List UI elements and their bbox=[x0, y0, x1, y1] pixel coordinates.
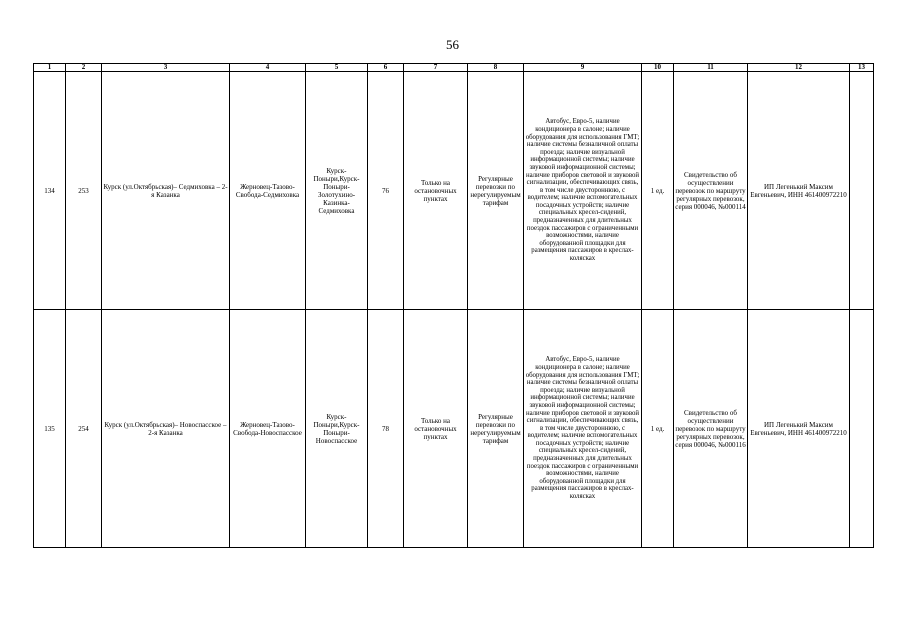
boarding-procedure: Только на остановочных пунктах bbox=[404, 72, 468, 310]
route-number: 254 bbox=[66, 310, 102, 548]
column-number: 8 bbox=[468, 64, 524, 72]
column-number: 9 bbox=[524, 64, 642, 72]
route-streets: Курск-Поныри,Курск-Поныри-Новоспасское bbox=[306, 310, 368, 548]
carrier: ИП Легенький Максим Евгеньевич, ИНН 461400972210 bbox=[748, 310, 850, 548]
column-number: 13 bbox=[850, 64, 874, 72]
vehicle-count: 1 ед. bbox=[642, 72, 674, 310]
transport-type: Регулярные перевозки по нерегулируемым тарифам bbox=[468, 310, 524, 548]
column-number: 4 bbox=[230, 64, 306, 72]
notes bbox=[850, 310, 874, 548]
notes bbox=[850, 72, 874, 310]
route-name: Курск (ул.Октябрьская)– Седмиховка – 2-я Казанка bbox=[102, 72, 230, 310]
certificate: Свидетельство об осуществлении перевозок по маршруту регулярных перевозок, серия 000046, №000114 bbox=[674, 72, 748, 310]
table-row bbox=[34, 72, 874, 310]
certificate: Свидетельство об осуществлении перевозок по маршруту регулярных перевозок, серия 000046, №000116 bbox=[674, 310, 748, 548]
route-number: 253 bbox=[66, 72, 102, 310]
intermediate-stops: Жерновец-Тазово-Свобода-Седмиховка bbox=[230, 72, 306, 310]
column-number: 1 bbox=[34, 64, 66, 72]
carrier: ИП Легенький Максим Евгеньевич, ИНН 461400972210 bbox=[748, 72, 850, 310]
boarding-procedure: Только на остановочных пунктах bbox=[404, 310, 468, 548]
route-length: 76 bbox=[368, 72, 404, 310]
route-name: Курск (ул.Октябрьская)– Новоспасское – 2-я Казанка bbox=[102, 310, 230, 548]
table-row bbox=[34, 310, 874, 548]
route-streets: Курск-Поныри,Курск-Поныри-Золотухино-Казинка-Седмиховка bbox=[306, 72, 368, 310]
column-number: 12 bbox=[748, 64, 850, 72]
column-number-row bbox=[34, 64, 874, 72]
page-number: 56 bbox=[446, 37, 459, 52]
registry-number: 134 bbox=[34, 72, 66, 310]
column-number: 6 bbox=[368, 64, 404, 72]
intermediate-stops: Жерновец-Тазово-Свобода-Новоспасское bbox=[230, 310, 306, 548]
column-number: 10 bbox=[642, 64, 674, 72]
column-number: 2 bbox=[66, 64, 102, 72]
registry-number: 135 bbox=[34, 310, 66, 548]
vehicle-characteristics: Автобус, Евро-5, наличие кондиционера в салоне; наличие оборудования для использования ГМТ; наличие системы безналичной оплаты проезда; наличие визуальной информационной системы; наличие звуковой информационной системы; наличие приборов световой и звуковой сигнализации, обеспечивающих связь, в том числе двустороннюю, с водителем; наличие вспомогательных посадочных устройств; наличие специальных кресел-сидений, предназначенных для длительных поездок пассажиров с ограниченными возможностями, наличие оборудованной площадки для размещения пассажиров в креслах-колясках bbox=[524, 310, 642, 548]
route-registry-table bbox=[33, 63, 874, 548]
vehicle-characteristics: Автобус, Евро-5, наличие кондиционера в салоне; наличие оборудования для использования ГМТ; наличие системы безналичной оплаты проезда; наличие визуальной информационной системы; наличие звуковой информационной системы; наличие приборов световой и звуковой сигнализации, обеспечивающих связь, в том числе двустороннюю, с водителем; наличие вспомогательных посадочных устройств; наличие специальных кресел-сидений, предназначенных для длительных поездок пассажиров с ограниченными возможностями, наличие оборудованной площадки для размещения пассажиров в креслах-колясках bbox=[524, 72, 642, 310]
column-number: 11 bbox=[674, 64, 748, 72]
column-number: 3 bbox=[102, 64, 230, 72]
vehicle-count: 1 ед. bbox=[642, 310, 674, 548]
route-length: 78 bbox=[368, 310, 404, 548]
transport-type: Регулярные перевозки по нерегулируемым тарифам bbox=[468, 72, 524, 310]
column-number: 7 bbox=[404, 64, 468, 72]
column-number: 5 bbox=[306, 64, 368, 72]
